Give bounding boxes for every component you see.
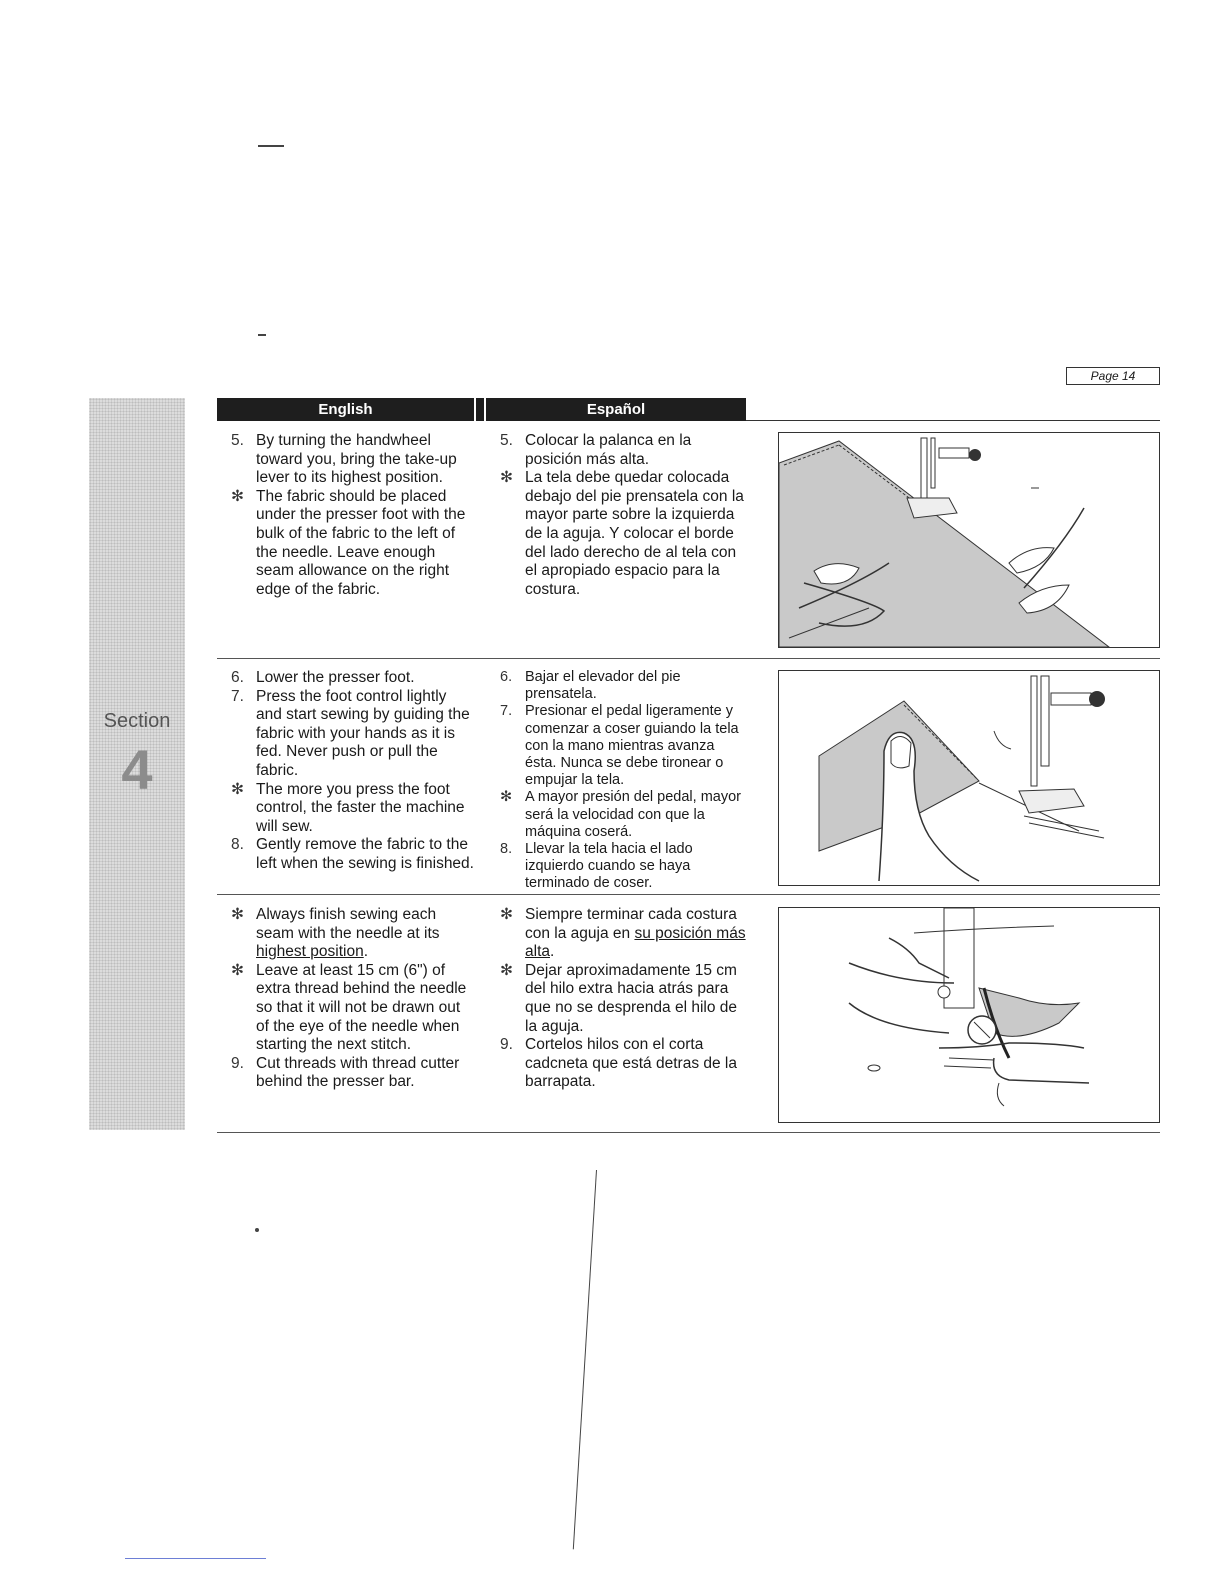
item-marker: 6. [500,669,513,685]
scan-artifact [573,1170,597,1549]
instruction-item [231,432,476,488]
item-marker: 6. [231,669,244,686]
item-marker: ✻ [231,780,244,798]
item-text: The fabric should be placed under the presser foot with the bulk of the fabric to the left of the needle. Leave enough seam allowance on the right edge of the fabric. [256,487,466,598]
scan-artifact [255,1228,259,1232]
page-number: Page 14 [1066,367,1160,385]
item-marker: 8. [231,836,244,854]
item-text-end: . [550,943,555,961]
header-rule [746,420,1160,421]
item-text: Press the foot control lightly and start sewing by guiding the fabric with your hands as it is fed. Never push or pull the fabric. [256,687,470,779]
section-tab [89,398,185,1130]
item-marker: 8. [500,841,513,858]
block-2-english [231,669,476,874]
item-marker: 5. [500,432,513,449]
item-marker: ✻ [231,906,244,923]
item-text-end: . [363,943,369,961]
instruction-item [500,789,748,841]
item-text: Lower the presser foot. [256,669,415,686]
figure-fabric-placement [778,432,1160,648]
item-text: Cut threads with thread cutter behind the presser bar. [256,1054,460,1091]
item-text: Gently remove the fabric to the left when the sewing is finished. [256,836,474,872]
item-text: Always finish sewing each seam with the needle at its [256,906,440,942]
block-1-english [231,432,476,599]
item-text: Siempre terminar cada costura con la aguja en [525,906,737,942]
item-marker: 9. [231,1054,244,1072]
item-marker: ✻ [231,961,244,979]
guiding-fabric-illustration [779,671,1159,885]
instruction-item [500,432,748,469]
block-3-spanish [500,906,748,1092]
instruction-item [231,669,476,688]
item-marker: 9. [500,1036,513,1054]
item-marker: 7. [500,703,513,720]
item-marker: ✻ [500,469,513,487]
section-divider [217,894,1160,895]
item-text: La tela debe quedar colocada debajo del pie prensatela con la mayor parte sobre la izquierda de la aguja. Y colocar el borde del lado derecho de al tela con el apropiado espacio para la costura. [525,469,744,598]
item-underlined-text: su posición más alta [525,924,746,961]
item-marker: ✻ [500,789,513,806]
item-text: Dejar aproximadamente 15 cm del hilo extra hacia atrás para que no se desprenda el hilo de la aguja. [525,961,737,1035]
instruction-item [500,469,748,599]
spanish-header: Español [486,398,746,421]
item-underlined-text: highest position [256,943,364,961]
item-text: A mayor presión del pedal, mayor será la velocidad con que la máquina coserá. [525,789,741,840]
instruction-item [500,1036,748,1092]
instruction-item [500,841,748,893]
header-separator [476,398,484,421]
item-marker: ✻ [500,961,513,979]
english-header: English [217,398,474,421]
item-marker: ✻ [500,906,513,923]
item-text: Bajar el elevador del pie prensatela. [525,669,681,703]
instruction-item [231,836,476,873]
section-label: Section [103,710,171,732]
instruction-item [500,703,748,789]
section-number: 4 [121,738,153,801]
item-text: By turning the handwheel toward you, bring the take-up lever to its highest position. [256,432,457,487]
item-text: Leave at least 15 cm (6") of extra thread behind the needle so that it will not be drawn out of the eye of the needle when starting the next stitch. [256,961,467,1054]
block-3-english [231,906,476,1092]
item-marker: ✻ [231,487,244,505]
instruction-item [500,669,748,703]
figure-thread-cutter [778,907,1160,1123]
instruction-item [500,962,748,1036]
fabric-under-presser-foot-illustration [779,433,1159,647]
figure-guiding-fabric [778,670,1160,886]
item-text: Cortelos hilos con el corta cadcneta que está detras de la barrapata. [525,1036,737,1091]
instruction-item [231,962,476,1055]
item-marker: 7. [231,687,244,705]
instruction-item [231,1055,476,1092]
instruction-item [231,488,476,600]
scan-artifact [258,334,266,336]
section-divider [217,658,1160,659]
page-bottom-rule [217,1132,1160,1133]
item-text: Colocar la palanca en la posición más alta. [525,432,692,468]
block-1-spanish [500,432,748,599]
instruction-item [231,781,476,837]
instruction-item [500,906,748,962]
scan-artifact [258,145,284,147]
block-2-spanish [500,669,748,893]
item-text: The more you press the foot control, the faster the machine will sew. [256,780,465,835]
instruction-item [231,688,476,781]
scan-artifact [125,1558,266,1559]
item-text: Presionar el pedal ligeramente y comenzar a coser guiando la tela con la mano mientras avanza ésta. Nunca se debe tironear o empujar la tela. [525,703,739,789]
item-text: Llevar la tela hacia el lado izquierdo cuando se haya terminado de coser. [525,841,693,892]
item-marker: 5. [231,432,244,449]
instruction-item [231,906,476,962]
thread-cutter-illustration [779,908,1159,1122]
